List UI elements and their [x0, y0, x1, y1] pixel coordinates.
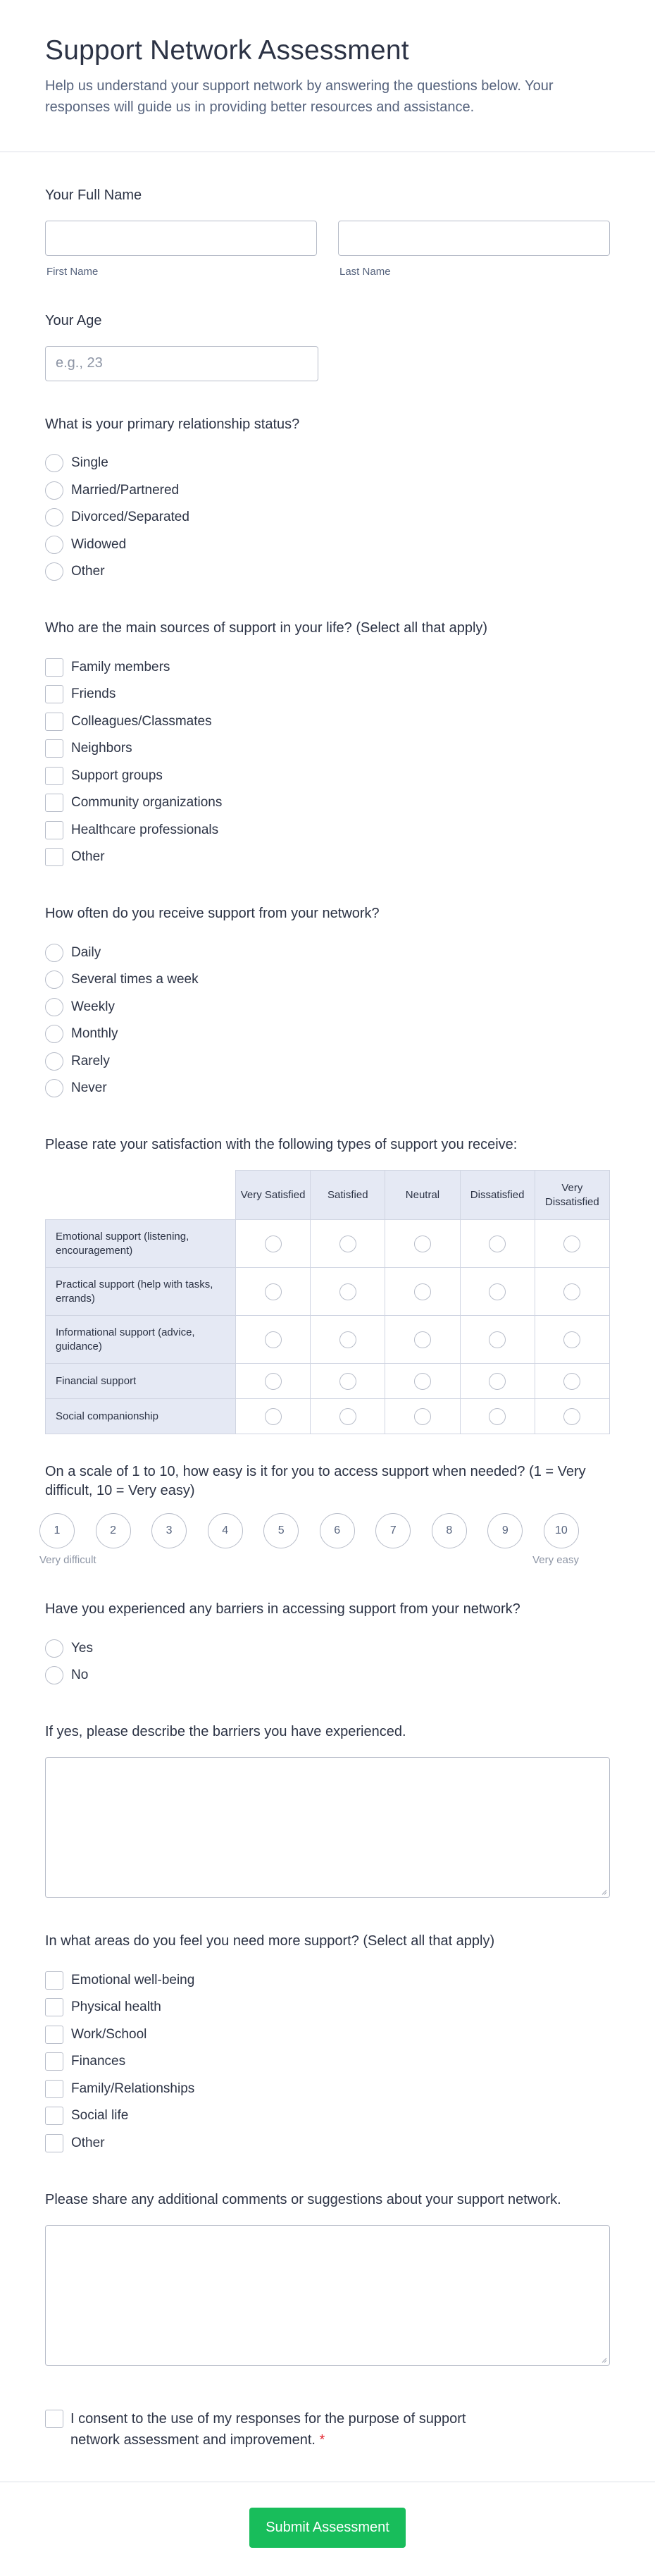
matrix-row	[46, 1364, 610, 1399]
radio-option[interactable]	[45, 504, 610, 531]
checkbox-group	[45, 1966, 610, 2157]
option-label: Finances	[71, 2054, 126, 2069]
option-label: Family members	[71, 659, 170, 674]
matrix-row-label: Financial support	[46, 1364, 236, 1399]
checkbox-option[interactable]	[45, 653, 610, 681]
checkbox[interactable]	[45, 739, 63, 758]
checkbox[interactable]	[45, 1971, 63, 1990]
scale-option[interactable]: 1	[39, 1513, 75, 1548]
matrix-column-header: Very Dissatisfied	[535, 1171, 609, 1220]
checkbox-option[interactable]	[45, 2021, 610, 2048]
question-label: Please share any additional comments or suggestions about your support network.	[45, 2191, 561, 2207]
radio-button[interactable]	[45, 508, 63, 526]
scale-option[interactable]: 5	[263, 1513, 299, 1548]
matrix-radio[interactable]	[489, 1331, 506, 1348]
radio-button[interactable]	[45, 970, 63, 989]
option-label: Widowed	[71, 536, 127, 552]
scale-option[interactable]: 2	[96, 1513, 131, 1548]
checkbox-option[interactable]	[45, 789, 610, 817]
matrix-row	[46, 1316, 610, 1364]
checkbox-group	[45, 653, 610, 870]
matrix-radio[interactable]	[414, 1373, 431, 1390]
last-name-sublabel: Last Name	[339, 265, 391, 278]
barriers-textarea[interactable]	[45, 1757, 610, 1898]
option-label: Several times a week	[71, 972, 199, 987]
checkbox-option[interactable]	[45, 735, 610, 763]
option-label: Other	[71, 564, 105, 579]
question-support-needs	[45, 1898, 610, 2157]
radio-option[interactable]	[45, 1662, 610, 1689]
question-relationship-status	[45, 381, 610, 586]
question-barriers-description	[45, 1689, 610, 1898]
resize-grip-icon[interactable]	[600, 2356, 607, 2363]
scale-option[interactable]: 10	[544, 1513, 579, 1548]
age-input[interactable]	[45, 346, 318, 381]
question-ease-scale	[39, 1434, 610, 1567]
option-label: Neighbors	[71, 741, 132, 756]
matrix-row-label: Emotional support (listening, encouragement)	[46, 1220, 236, 1268]
checkbox-option[interactable]	[45, 816, 610, 844]
question-full-name	[45, 152, 610, 278]
option-label: No	[71, 1668, 89, 1683]
checkbox-option[interactable]	[45, 708, 610, 735]
matrix-row-label: Informational support (advice, guidance)	[46, 1316, 236, 1364]
matrix-column-header: Satisfied	[311, 1171, 385, 1220]
checkbox[interactable]	[45, 658, 63, 677]
page-title: Support Network Assessment	[45, 35, 409, 66]
form-footer	[0, 2482, 655, 2576]
matrix-radio[interactable]	[339, 1331, 356, 1348]
consent-text-wrap	[70, 2408, 510, 2451]
question-label: Who are the main sources of support in your life? (Select all that apply)	[45, 620, 488, 636]
matrix-radio[interactable]	[339, 1373, 356, 1390]
question-comments	[45, 2157, 610, 2366]
question-age	[45, 278, 610, 381]
radio-button[interactable]	[45, 998, 63, 1016]
checkbox[interactable]	[45, 2052, 63, 2071]
matrix-column-header: Dissatisfied	[460, 1171, 535, 1220]
radio-option[interactable]	[45, 993, 610, 1021]
option-label: Married/Partnered	[71, 482, 180, 498]
checkbox[interactable]	[45, 685, 63, 703]
option-label: Rarely	[71, 1053, 110, 1068]
matrix-radio[interactable]	[265, 1283, 282, 1300]
question-label: What is your primary relationship status?	[45, 416, 300, 432]
checkbox[interactable]	[45, 821, 63, 839]
checkbox[interactable]	[45, 2134, 63, 2152]
option-label: Other	[71, 2135, 105, 2150]
last-name-input[interactable]	[338, 221, 610, 256]
radio-option[interactable]	[45, 1047, 610, 1075]
option-label: Colleagues/Classmates	[71, 713, 212, 729]
matrix-radio[interactable]	[339, 1235, 356, 1252]
checkbox[interactable]	[45, 2107, 63, 2125]
radio-option[interactable]	[45, 531, 610, 558]
matrix-column-header: Very Satisfied	[236, 1171, 311, 1220]
satisfaction-table	[45, 1170, 610, 1434]
option-label: Divorced/Separated	[71, 510, 189, 525]
matrix-row-label: Practical support (help with tasks, errands)	[46, 1268, 236, 1316]
radio-button[interactable]	[45, 1025, 63, 1043]
scale-option[interactable]: 4	[208, 1513, 243, 1548]
radio-option[interactable]	[45, 1634, 610, 1662]
radio-button[interactable]	[45, 1639, 63, 1658]
option-label: Other	[71, 849, 105, 865]
question-satisfaction-matrix	[45, 1102, 610, 1434]
checkbox[interactable]	[45, 767, 63, 785]
radio-group	[45, 1634, 610, 1689]
question-support-frequency	[45, 870, 610, 1102]
radio-group	[45, 939, 610, 1102]
radio-button[interactable]	[45, 1666, 63, 1684]
option-label: Never	[71, 1080, 107, 1096]
matrix-radio[interactable]	[489, 1408, 506, 1425]
scale-min-label: Very difficult	[39, 1554, 96, 1567]
option-label: Emotional well-being	[71, 1972, 195, 1988]
first-name-sublabel: First Name	[46, 265, 99, 278]
consent-checkbox[interactable]	[45, 2410, 63, 2428]
matrix-row	[46, 1220, 610, 1268]
checkbox[interactable]	[45, 713, 63, 731]
checkbox-option[interactable]	[45, 1966, 610, 1994]
checkbox-option[interactable]	[45, 1994, 610, 2021]
question-label: How often do you receive support from your network?	[45, 906, 380, 922]
option-label: Yes	[71, 1640, 93, 1656]
checkbox[interactable]	[45, 848, 63, 866]
checkbox[interactable]	[45, 2026, 63, 2044]
matrix-radio[interactable]	[414, 1331, 431, 1348]
question-label: Your Full Name	[45, 187, 142, 203]
matrix-column-header: Neutral	[385, 1171, 460, 1220]
option-label: Daily	[71, 944, 101, 960]
required-mark: *	[319, 2432, 325, 2448]
checkbox-option[interactable]	[45, 844, 610, 871]
radio-option[interactable]	[45, 939, 610, 966]
matrix-radio[interactable]	[265, 1235, 282, 1252]
checkbox-option[interactable]	[45, 762, 610, 789]
question-label: Have you experienced any barriers in accessing support from your network?	[45, 1601, 520, 1617]
matrix-radio[interactable]	[563, 1283, 580, 1300]
matrix-radio[interactable]	[339, 1283, 356, 1300]
scale-option[interactable]: 8	[432, 1513, 467, 1548]
checkbox-option[interactable]	[45, 2075, 610, 2102]
question-label: Please rate your satisfaction with the following types of support you receive:	[45, 1137, 518, 1153]
scale-rating	[39, 1513, 579, 1548]
matrix-radio[interactable]	[563, 1373, 580, 1390]
matrix-row	[46, 1268, 610, 1316]
matrix-row	[46, 1399, 610, 1434]
submit-button[interactable]: Submit Assessment	[249, 2508, 406, 2548]
matrix-radio[interactable]	[265, 1373, 282, 1390]
radio-option[interactable]	[45, 558, 610, 586]
option-label: Monthly	[71, 1026, 118, 1042]
scale-option[interactable]: 9	[487, 1513, 523, 1548]
scale-option[interactable]: 7	[375, 1513, 411, 1548]
assessment-form	[0, 152, 655, 2451]
option-label: Support groups	[71, 768, 163, 783]
question-label: If yes, please describe the barriers you have experienced.	[45, 1724, 406, 1740]
option-label: Community organizations	[71, 795, 223, 811]
matrix-radio[interactable]	[489, 1235, 506, 1252]
radio-button[interactable]	[45, 1052, 63, 1071]
matrix-row-label: Social companionship	[46, 1399, 236, 1434]
radio-button[interactable]	[45, 562, 63, 581]
resize-grip-icon[interactable]	[600, 1888, 607, 1895]
matrix-radio[interactable]	[414, 1408, 431, 1425]
option-label: Friends	[71, 686, 116, 702]
matrix-radio[interactable]	[265, 1331, 282, 1348]
form-header	[0, 0, 655, 152]
matrix-radio[interactable]	[339, 1408, 356, 1425]
question-label: In what areas do you feel you need more support? (Select all that apply)	[45, 1933, 495, 1949]
first-name-input[interactable]	[45, 221, 317, 256]
checkbox[interactable]	[45, 2080, 63, 2098]
checkbox-option[interactable]	[45, 681, 610, 708]
option-label: Physical health	[71, 1999, 161, 2015]
matrix-radio[interactable]	[563, 1408, 580, 1425]
scale-option[interactable]: 3	[151, 1513, 187, 1548]
option-label: Family/Relationships	[71, 2081, 195, 2096]
question-label: Your Age	[45, 312, 102, 328]
radio-option[interactable]	[45, 476, 610, 504]
consent-checkbox-row[interactable]	[45, 2366, 510, 2451]
radio-button[interactable]	[45, 536, 63, 554]
radio-option[interactable]	[45, 966, 610, 994]
radio-button[interactable]	[45, 454, 63, 472]
checkbox-option[interactable]	[45, 2048, 610, 2076]
radio-button[interactable]	[45, 481, 63, 500]
radio-group	[45, 450, 610, 586]
option-label: Single	[71, 455, 108, 471]
option-label: Healthcare professionals	[71, 822, 219, 837]
option-label: Work/School	[71, 2026, 147, 2042]
radio-option[interactable]	[45, 1021, 610, 1048]
checkbox[interactable]	[45, 1998, 63, 2016]
matrix-radio[interactable]	[563, 1331, 580, 1348]
matrix-radio[interactable]	[489, 1283, 506, 1300]
radio-button[interactable]	[45, 944, 63, 962]
matrix-radio[interactable]	[414, 1283, 431, 1300]
page-description: Help us understand your support network by answering the questions below. Your responses will guide us in providing better resources and assistance.	[45, 78, 554, 115]
matrix-radio[interactable]	[414, 1235, 431, 1252]
consent-text: I consent to the use of my responses for the purpose of support network assessment and improvement.	[70, 2410, 466, 2448]
radio-option[interactable]	[45, 450, 610, 477]
matrix-corner	[46, 1171, 236, 1220]
radio-button[interactable]	[45, 1079, 63, 1097]
question-label: On a scale of 1 to 10, how easy is it for you to access support when needed? (1 = Very difficult, 10 = Very easy)	[45, 1464, 586, 1499]
matrix-radio[interactable]	[563, 1235, 580, 1252]
checkbox-option[interactable]	[45, 2102, 610, 2130]
option-label: Social life	[71, 2108, 129, 2124]
question-support-sources	[45, 585, 610, 870]
checkbox[interactable]	[45, 794, 63, 812]
scale-max-label: Very easy	[532, 1554, 579, 1567]
radio-option[interactable]	[45, 1075, 610, 1102]
checkbox-option[interactable]	[45, 2129, 610, 2157]
question-barriers	[45, 1566, 610, 1689]
comments-textarea[interactable]	[45, 2225, 610, 2366]
matrix-radio[interactable]	[489, 1373, 506, 1390]
matrix-radio[interactable]	[265, 1408, 282, 1425]
scale-option[interactable]: 6	[320, 1513, 355, 1548]
option-label: Weekly	[71, 999, 115, 1014]
